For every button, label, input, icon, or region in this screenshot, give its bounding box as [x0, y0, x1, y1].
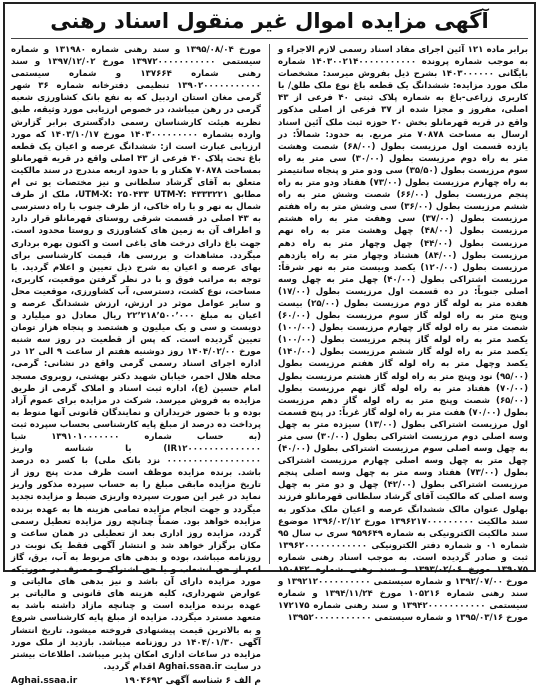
notice-title: آگهی مزایده اموال غیر منقول اسناد رهنی	[11, 4, 528, 39]
auction-notice	[3, 2, 536, 686]
notice-code: م الف ۶ شناسه آگهی ۱۹۰۴۶۹۲	[124, 675, 261, 686]
notice-footer	[11, 675, 261, 687]
left-column	[11, 44, 262, 686]
left-column-text: مورخ ۱۳۹۵/۰۸/۰۴ و سند رهنی شماره ۱۳۱۹۸۰ و شماره سیستمی ۱۳۹۷۲۰۰۰۰۰۰۰۰۰۰۰ مورخ ۱۳۹۷/۱۲/۰۲ و سند رهنی شماره ۱۳۷۶۶۴ و شماره سیستمی ۱۳۹۰۲۰۰۰۰۰۰۰۰۰۰۰ تنظیمی دفترخانه شماره ۳۶ شهر گرمی مغان استان اردبیل که به نفع بانک کشاورزی شعبه گرمی در رهن میباشد، در خصوص ارزیابی مورد وثیقه، طبق نظریه هیئت کارشناسان رسمی دادگستری برابر گزارش وارده بشماره ۱۴۰۳۰۰۰۰۰۰۰۰۰ مورخ ۱۴۰۳/۱۰/۱۷ که مورد ارزیابی عبارت است از: ششدانگ عرصه و اعیان یک قطعه باغ تحت پلاک ۴۰ فرعی از ۴۳ اصلی واقع در قریه قهرمانلو بمساحت ۷۰۸۷۸ هکتار و با حدود اربعه مندرج در سند مالکیت متعلق به آقای گرشاد سلطانی و نیز مختصات یو تی ام مطابق UTM-X: ۲۵۰۴۳۳ UTM-Y: ۴۳۳۳۲۲۱، ملک از طرف شمال به نهر و با راه خاکی، از طرف جنوب با راه دسترسی به ۴۳ اصلی در قسمت شرقی روستای قهرمانلو قرار دارد و اطراف آن به زمین های کشاورزی و روستا محدود است. جهت باغ دارای درخت های باغی است و اکنون بهره برداری میگردد. مشاهدات و بررسی ها، قیمت کارشناسی برای بهای عرصه و اعیان به شرح ذیل تعیین و اعلام گردید. با توجه به مراتب فوق و با در نظر گرفتن موقعیت، کاربری، مساحت، نوع کشت، دسترسی، آب کشاورزی، موقعیت محل و سایر عوامل موثر در ارزش، ارزش ششدانگ عرصه و اعیان به مبلغ ۲۲٬۲۱۸٬۵۰۰٬۰۰۰ ریال معادل دو میلیارد و دویست و سی و یک میلیون و هشتصد و پنجاه هزار تومان تعیین گردیده است. که پس از قطعیت در روز سه شنبه مورخ ۱۴۰۴/۰۲/۰۰ روز دوشنبه هفتم از ساعت ۹ الی ۱۲ در اداره اجرای اسناد رسمی گرمی واقع در نشانی: گرمی، محله هلال احمر، خیابان شهید دکتر بهشتی، روبروی مسجد امام حسین (ع)، اداره ثبت اسناد و املاک گرمی از طریق مزایده به فروش میرسد. شرکت در مزایده برای عموم آزاد بوده و با حضور خریداران و نمایندگان قانونی آنها منوط به پرداخت ده درصد از مبلغ پایه کارشناسی بحساب سپرده ثبت (به حساب شماره ۱۳۹۱۰۱۰۰۰۰۰۰۰ شبا IR۱۲۰۰۰۰۰۰۰۰۰۰۰۰۰۰) با شناسه واریز ۰۰۰۰۰۰۰۰۰۰۰۰۰۰۰۰۰۰ نزد بانک ملی) با کسر ده درصد باشد. برنده مزایده موظف است ظرف مدت پنج روز از تاریخ مزایده مابقی مبلغ را به حساب سپرده مذکور واریز نماید در غیر این صورت سپرده واریزی ضبط و مزایده تجدید میگردد و جهت انجام مزایده تمامی هزینه ها به عهده برنده مزایده خواهد بود. ضمناً چنانچه روز مزایده تعطیل رسمی گردد، مزایده روز اداری بعد از تعطیلی در همان ساعت و مکان برگزار خواهد شد و انتشار آگهی فقط یک نوبت در روزنامه میباشد، بوده و بدهی های مربوط به آب، برق، گاز اعم از حق انشعاب و یا حق اشتراک و مصرف در صورتیکه مورد مزایده دارای آن باشد و نیز بدهی های مالیاتی و عوارض شهرداری، کلیه هزینه های قانونی و مالیاتی بر عهده برنده مزایده است و چنانچه مازاد داشته باشد به متعهد مسترد میگردد. مزایده از مبلغ پایه کارشناسی شروع و به بالاترین قیمت پیشنهادی فروخته میشود. تاریخ انتشار آگهی ۱۴۰۴/۰۱/۳۰ در روزنامه میباشد. بازدید از ملک مورد مزایده در ساعات اداری امکان پذیر میباشد. اطلاعات بیشتر در سایت Aghai.ssaa.ir اقدام گردید.	[11, 45, 262, 672]
notice-columns	[11, 44, 529, 686]
column-divider	[269, 44, 270, 564]
right-column-text: برابر ماده ۱۲۱ آئین اجرای مفاد اسناد رسمی لازم الاجراء و به موجب شماره پرونده ۱۴۰۳۰۰۲۱۴۰۰۰۰۰۰۰۰۰۰۰ شماره بایگانی ۱۴۰۳۰۰۰۰۰۰ بشرح ذیل بفروش میرسد: مشخصات ملک مورد مزایده: ششدانگ یک قطعه باغ نوع ملک طلق/ با کاربری زراعی-باغ به شماره پلاک ثبتی ۴۰ فرعی از ۴۳ اصلی، مفروز و مجزا شده از ۳۷ فرعی از اصلی مذکور واقع در قریه قهرمانلو بخش ۲۰ حوزه ثبت ملک آئین اسناد ارسال به مساحت ۷۰۸۷۸ متر مربع. به حدود: شمالاً: در یازده قسمت اول مرزیست بطول (۶۸/۰۰) شصت وهشت متر به راه دوم مرزیست بطول (۳۰/۰۰) سی متر به راه سوم مرزیست بطول (۳۵/۵۰) سی ودو متر و پنجاه سانتیمتر به راه چهارم مرزیست بطول (۷۳/۰۰) هفتاد ودو متر به راه پنجم مرزیست بطول (۶۶/۰۰) شصت وشش متر به راه ششم مرزیست بطول (۳۶/۰۰) سی وشش متر به راه هفتم مرزیست بطول (۳۷/۰۰) سی وهفت متر به راه هشتم مرزیست بطول (۴۸/۰۰) چهل وهشت متر به راه نهم مرزیست بطول (۴۴/۰۰) چهل وچهار متر به راه دهم مرزیست بطول (۸۴/۰۰) هشتاد وچهار متر به راه یازدهم مرزیست بطول (۱۲۰/۰۰) یکصد وبیست متر به نهر شرقاً: مرزیست اشتراکی بطول (۴۰/۰۰) چهل متر به چهل وسه اصلی جنوباً: در ده قسمت اول مرزیست بطول (۱۷/۰۰) هفده متر به لوله گاز دوم مرزیست بطول (۲۵/۰۰) بیست وپنج متر به راه لوله گاز سوم مرزیست بطول (۶۰/۰۰) شصت متر به راه لوله گاز چهارم مرزیست بطول (۱۰۰/۰۰) یکصد متر به راه لوله گاز پنجم مرزیست بطول (۱۰۰/۰۰) یکصد متر به راه لوله گاز ششم مرزیست بطول (۱۴۰/۰۰) یکصد وچهل متر به راه لوله گاز هفتم مرزیست بطول (۹۵/۰۰) نود وپنج متر به راه لوله گاز هشتم مرزیست بطول (۷۰/۰۰) هفتاد متر به راه لوله گاز نهم مرزیست بطول (۶۵/۰۰) شصت وپنج متر به راه لوله گاز دهم مرزیست بطول (۷۰/۰۰) هفت متر به راه لوله گاز غرباً: در پنج قسمت اول مرزیست اشتراکی بطول (۱۳/۰۰) سیزده متر به چهل وسه اصلی دوم مرزیست اشتراکی بطول (۳۰/۰۰) سی متر به چهل وسه اصلی سوم مرزیست اشتراکی بطول (۴۰/۰۰) چهل متر به چهل وسه اصلی چهارم مرزیست اشتراکی بطول (۷۳/۰۰) هفتاد وسه متر به چهل وسه اصلی پنجم مرزیست اشتراکی بطول (۴۲/۰۰) چهل و دو متر به چهل وسه اصلی که مالکیت آقای گرشاد سلطانی قهرمانلو فرزند بهلول عنوان مالک ششدانگ عرصه و اعیان ملک مذکور به سند مالکیت ۱۳۹۶۲۱۷۰۰۰۰۰۰۰۰۰ مورخ ۱۳۹۶/۰۲/۱۲ موضوع سند مالکیت الکترونیکی به شماره ۹۵۹۶۴۹ سری ب سال ۹۵ شماره ۰۱ و شماره دفتر الکترونیکی ۱۳۹۶۲۰۰۰۰۰۰۰۰۰۰۰۰ ثبت و صادر گردیده است. به موجب اسناد رهنی شماره ۱۳۹۰۷۵ مورخ ۱۳۹۳/۰۲/۰۶ و سند رهنی شماره ۱۵۰۸۴۲ مورخ ۱۳۹۲/۰۷/۰۰ و شماره سیستمی ۱۳۹۲۱۲۰۰۰۰۰۰۰۰۰۰ و سند رهنی شماره ۱۰۵۲۱۶ مورخ ۱۳۹۴/۱۱/۲۴ و شماره سیستمی ۱۳۹۴۲۰۰۰۰۰۰۰۰۰۰۰ و سند رهنی شماره ۱۷۲۱۷۵ مورخ ۱۳۹۵/۰۳/۱۶ و شماره سیستمی ۱۳۹۵۲۰۰۰۰۰۰۰۰۰۰۰	[278, 45, 529, 624]
notice-website: Aghai.ssaa.ir	[11, 675, 78, 686]
right-column	[278, 44, 529, 624]
